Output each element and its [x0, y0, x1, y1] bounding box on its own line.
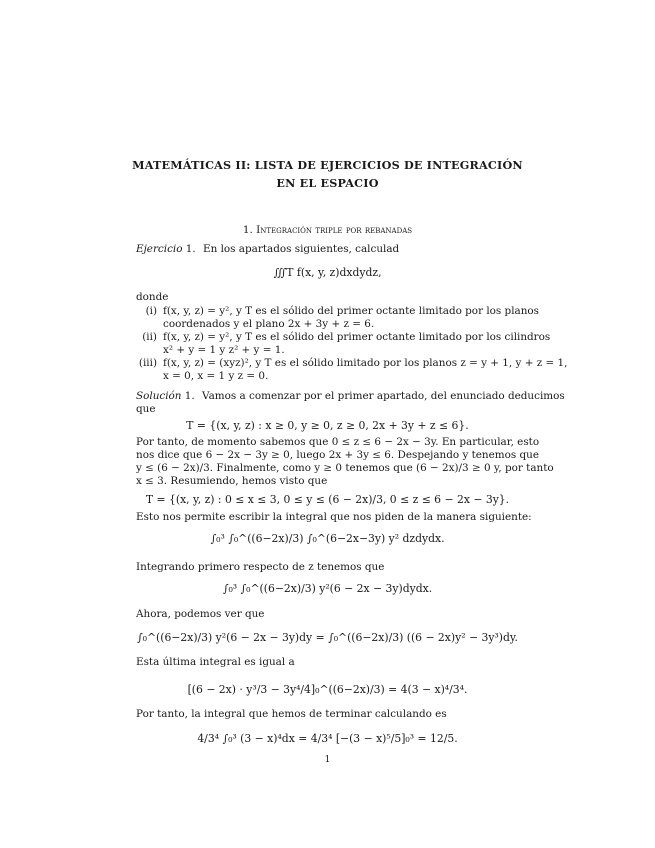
- section-heading: 1. Integración triple por rebanadas: [242, 224, 413, 236]
- exercise-item-3-cont: x = 0, x = 1 y z = 0.: [163, 370, 269, 382]
- exercise-item-2: [133, 331, 550, 343]
- set-definition-T: T = {(x, y, z) : x ≥ 0, y ≥ 0, z ≥ 0, 2x + 3y + z ≤ 6}.: [186, 419, 469, 432]
- exercise-label: Ejercicio: [136, 243, 183, 255]
- solution-line: Esta última integral es igual a: [136, 656, 295, 668]
- exercise-item-1: [133, 305, 539, 317]
- exercise-item-2-cont: x² + y = 1 y z² + y = 1.: [163, 344, 285, 356]
- solution-line: Por tanto, de momento sabemos que 0 ≤ z ≤ 6 − 2x − 3y. En particular, esto: [136, 436, 540, 448]
- item-text: f(x, y, z) = (xyz)², y T es el sólido limitado por los planos z = y + 1, y + z = 1,: [163, 357, 568, 369]
- evaluated-equation: [(6 − 2x) · y³/3 − 3y⁴/4]₀^((6−2x)/3) = 4(3 − x)⁴/3⁴.: [187, 683, 468, 696]
- solution-line: que: [136, 403, 156, 415]
- exercise-item-1-cont: coordenados y el plano 2x + 3y + z = 6.: [163, 318, 375, 330]
- item-number: (i): [145, 305, 157, 317]
- double-integral-equation: ∫₀³ ∫₀^((6−2x)/3) y²(6 − 2x − 3y)dydx.: [222, 582, 433, 595]
- exercise-integral: ∭T f(x, y, z)dxdydz,: [273, 266, 382, 279]
- solution-line: x ≤ 3. Resumiendo, hemos visto que: [136, 475, 328, 487]
- solution-line: y ≤ (6 − 2x)/3. Finalmente, como y ≥ 0 tenemos que (6 − 2x)/3 ≥ 0 y, por tanto: [136, 462, 554, 474]
- solution-line: Ahora, podemos ver que: [136, 608, 265, 620]
- exercise-intro-line: [136, 243, 399, 255]
- solution-line: Esto nos permite escribir la integral que nos piden de la manera siguiente:: [136, 511, 532, 523]
- solution-text: Vamos a comenzar por el primer apartado, del enunciado deducimos: [202, 390, 565, 402]
- solution-line: nos dice que 6 − 2x − 3y ≥ 0, luego 2x + 3y ≤ 6. Despejando y tenemos que: [136, 449, 540, 461]
- item-number: (iii): [138, 357, 157, 369]
- exercise-item-3: [133, 357, 567, 369]
- solution-number: 1.: [184, 390, 195, 402]
- title-line-2: EN EL ESPACIO: [276, 176, 379, 190]
- item-text: f(x, y, z) = y², y T es el sólido del primer octante limitado por los cilindros: [163, 331, 551, 343]
- solution-line: Por tanto, la integral que hemos de terminar calculando es: [136, 708, 447, 720]
- item-number: (ii): [142, 331, 157, 343]
- title-line-1: MATEMÁTICAS II: LISTA DE EJERCICIOS DE INTEGRACIÓN: [132, 158, 523, 172]
- set-definition-T-reduced: T = {(x, y, z) : 0 ≤ x ≤ 3, 0 ≤ y ≤ (6 − 2x)/3, 0 ≤ z ≤ 6 − 2x − 3y}.: [145, 493, 510, 506]
- exercise-number: 1.: [185, 243, 196, 255]
- inner-integral-equation: ∫₀^((6−2x)/3) y²(6 − 2x − 3y)dy = ∫₀^((6−2x)/3) ((6 − 2x)y² − 3y³)dy.: [137, 631, 518, 644]
- donde-label: donde: [136, 291, 169, 303]
- solution-first-line: [136, 390, 565, 402]
- solution-label: Solución: [136, 390, 182, 402]
- item-text: f(x, y, z) = y², y T es el sólido del primer octante limitado por los planos: [163, 305, 539, 317]
- solution-line: Integrando primero respecto de z tenemos que: [136, 561, 385, 573]
- triple-integral-equation: ∫₀³ ∫₀^((6−2x)/3) ∫₀^(6−2x−3y) y² dzdydx.: [210, 532, 445, 545]
- final-result-equation: 4/3⁴ ∫₀³ (3 − x)⁴dx = 4/3⁴ [−(3 − x)⁵/5]₀³ = 12/5.: [197, 732, 458, 745]
- exercise-intro: En los apartados siguientes, calculad: [203, 243, 400, 255]
- page-number: 1: [324, 755, 331, 765]
